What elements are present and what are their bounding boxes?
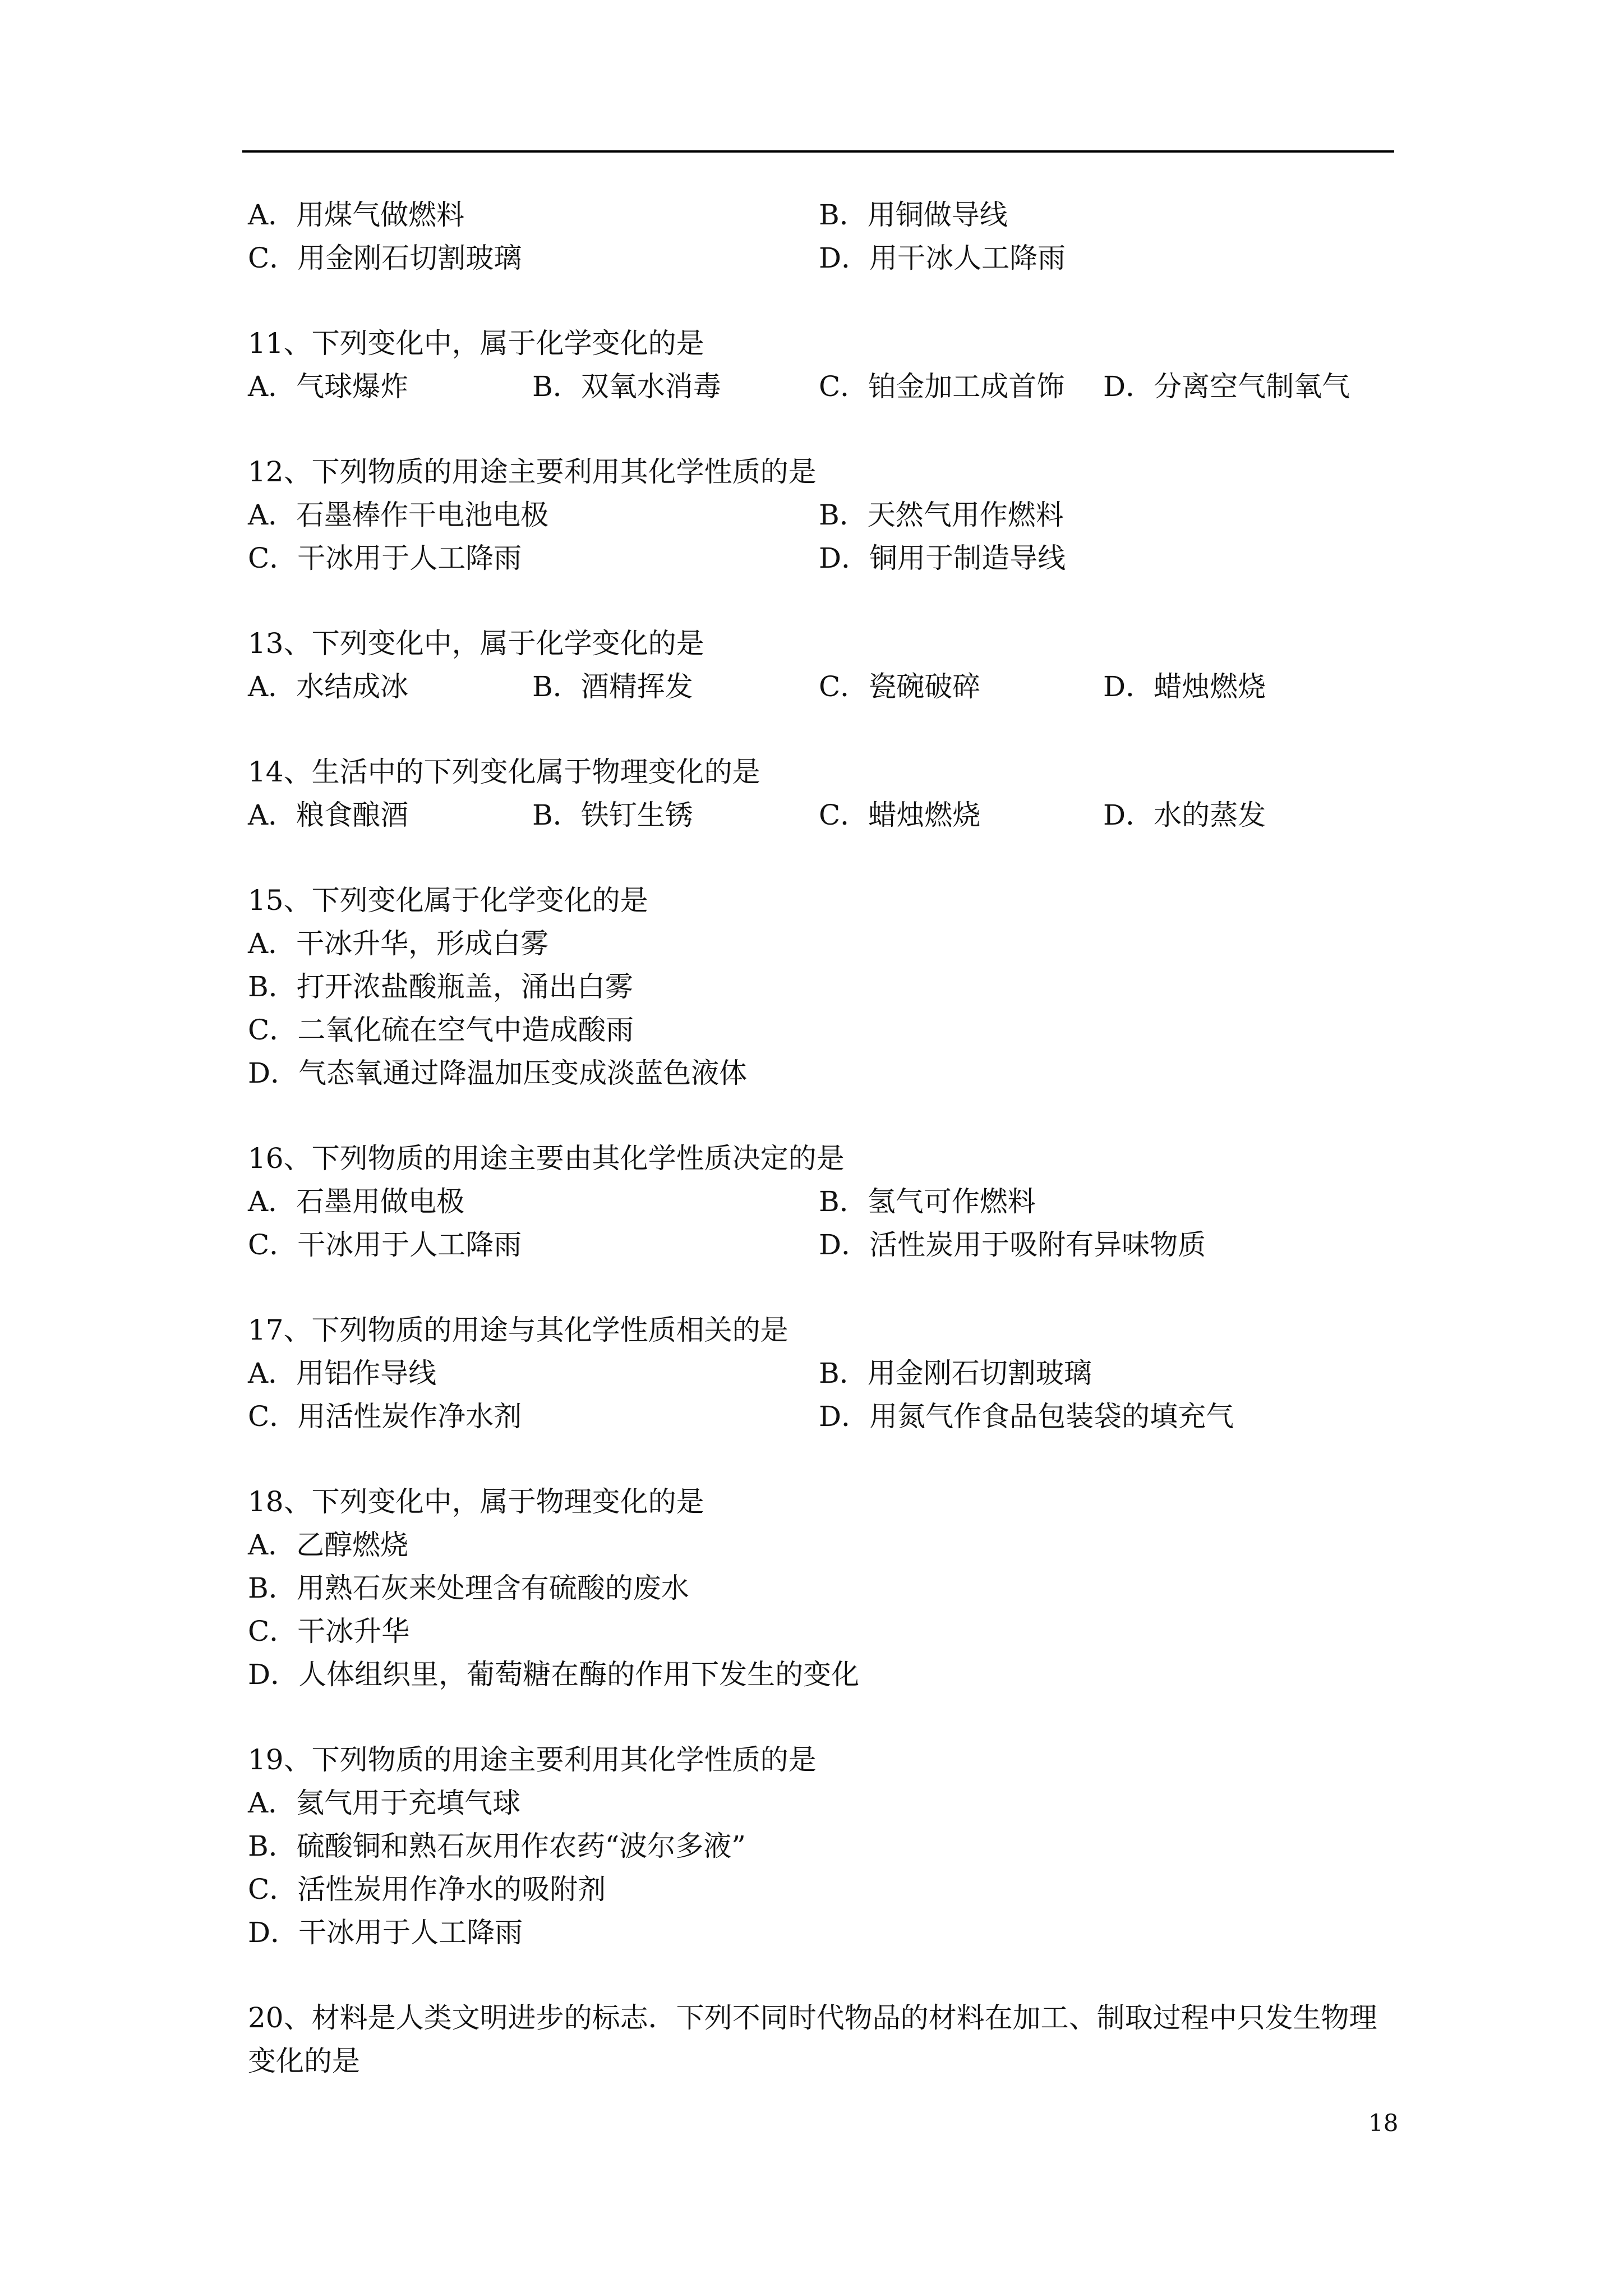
option-a: A．石墨用做电极 <box>248 1185 465 1218</box>
question-stem: 15、下列变化属于化学变化的是 <box>248 884 648 917</box>
option-row <box>248 1223 1398 1267</box>
question-stem: 12、下列物质的用途主要利用其化学性质的是 <box>248 455 817 488</box>
question-11 <box>248 322 1398 408</box>
option-c: C．活性炭用作净水的吸附剂 <box>248 1873 606 1906</box>
option-c: C．二氧化硫在空气中造成酸雨 <box>248 1014 634 1046</box>
question-list <box>248 194 1398 2125</box>
option-c: C．瓷碗破碎 <box>819 670 981 703</box>
option-b: B．用金刚石切割玻璃 <box>819 1357 1092 1389</box>
option-row <box>248 494 1398 537</box>
option-b: B．硫酸铜和熟石灰用作农药“波尔多液” <box>248 1830 746 1862</box>
option-c: C．蜡烛燃烧 <box>819 799 981 831</box>
option-b: B．天然气用作燃料 <box>819 499 1064 531</box>
question-stem: 20、材料是人类文明进步的标志．下列不同时代物品的材料在加工、制取过程中只发生物理变化的是 <box>248 2001 1377 2077</box>
option-a: A．干冰升华，形成白雾 <box>248 927 549 960</box>
question-stem: 14、生活中的下列变化属于物理变化的是 <box>248 756 760 788</box>
option-c: C．干冰升华 <box>248 1615 410 1648</box>
question-stem: 18、下列变化中，属于物理变化的是 <box>248 1485 704 1518</box>
option-b: B．打开浓盐酸瓶盖，涌出白雾 <box>248 970 633 1003</box>
option-d: D．蜡烛燃烧 <box>1103 670 1266 703</box>
page-number: 18 <box>1368 2109 1399 2137</box>
option-a: A．石墨棒作干电池电极 <box>248 499 549 531</box>
question-stem: 16、下列物质的用途主要由其化学性质决定的是 <box>248 1142 845 1175</box>
option-a: A．用铝作导线 <box>248 1357 437 1389</box>
option-row <box>248 537 1398 580</box>
question-stem: 19、下列物质的用途主要利用其化学性质的是 <box>248 1743 817 1776</box>
option-c: C．用金刚石切割玻璃 <box>248 242 522 274</box>
option-c: C．干冰用于人工降雨 <box>248 542 522 574</box>
question-20 <box>248 1996 1398 2083</box>
option-b: B．铁钉生锈 <box>532 799 693 831</box>
question-10-options <box>248 194 1398 280</box>
question-14 <box>248 751 1398 837</box>
option-d: D．分离空气制氧气 <box>1103 370 1350 403</box>
question-stem: 13、下列变化中，属于化学变化的是 <box>248 627 704 660</box>
option-row <box>248 194 1398 237</box>
question-15 <box>248 879 1398 1095</box>
option-b: B．酒精挥发 <box>532 670 693 703</box>
option-d: D．气态氧通过降温加压变成淡蓝色液体 <box>248 1057 748 1089</box>
option-b: B．用铜做导线 <box>819 199 1008 231</box>
question-stem: 11、下列变化中，属于化学变化的是 <box>248 327 704 360</box>
option-a: A．用煤气做燃料 <box>248 199 465 231</box>
option-c: C．铂金加工成首饰 <box>819 370 1065 403</box>
option-d: D．水的蒸发 <box>1103 799 1266 831</box>
option-a: A．气球爆炸 <box>248 370 409 403</box>
option-c: C．用活性炭作净水剂 <box>248 1400 522 1433</box>
question-16 <box>248 1137 1398 1267</box>
option-d: D．人体组织里，葡萄糖在酶的作用下发生的变化 <box>248 1658 860 1691</box>
option-d: D．干冰用于人工降雨 <box>248 1916 523 1949</box>
question-18 <box>248 1480 1398 1696</box>
option-d: D．用干冰人工降雨 <box>819 242 1066 274</box>
option-row <box>248 794 1398 837</box>
option-row <box>248 665 1398 708</box>
option-b: B．双氧水消毒 <box>532 370 721 403</box>
option-row <box>248 1352 1398 1395</box>
option-a: A．氦气用于充填气球 <box>248 1787 521 1819</box>
option-row <box>248 1180 1398 1223</box>
option-row <box>248 1395 1398 1438</box>
question-17 <box>248 1309 1398 1438</box>
option-b: B．用熟石灰来处理含有硫酸的废水 <box>248 1572 689 1604</box>
option-a: A．水结成冰 <box>248 670 409 703</box>
option-d: D．用氮气作食品包装袋的填充气 <box>819 1400 1234 1433</box>
option-d: D．活性炭用于吸附有异味物质 <box>819 1228 1206 1261</box>
header-rule <box>242 150 1394 153</box>
question-19 <box>248 1738 1398 1954</box>
option-row <box>248 365 1398 408</box>
option-a: A．粮食酿酒 <box>248 799 409 831</box>
option-row <box>248 237 1398 280</box>
question-13 <box>248 622 1398 708</box>
option-b: B．氢气可作燃料 <box>819 1185 1036 1218</box>
question-stem: 17、下列物质的用途与其化学性质相关的是 <box>248 1314 789 1346</box>
option-c: C．干冰用于人工降雨 <box>248 1228 522 1261</box>
question-12 <box>248 450 1398 580</box>
option-a: A．乙醇燃烧 <box>248 1529 409 1561</box>
option-d: D．铜用于制造导线 <box>819 542 1066 574</box>
